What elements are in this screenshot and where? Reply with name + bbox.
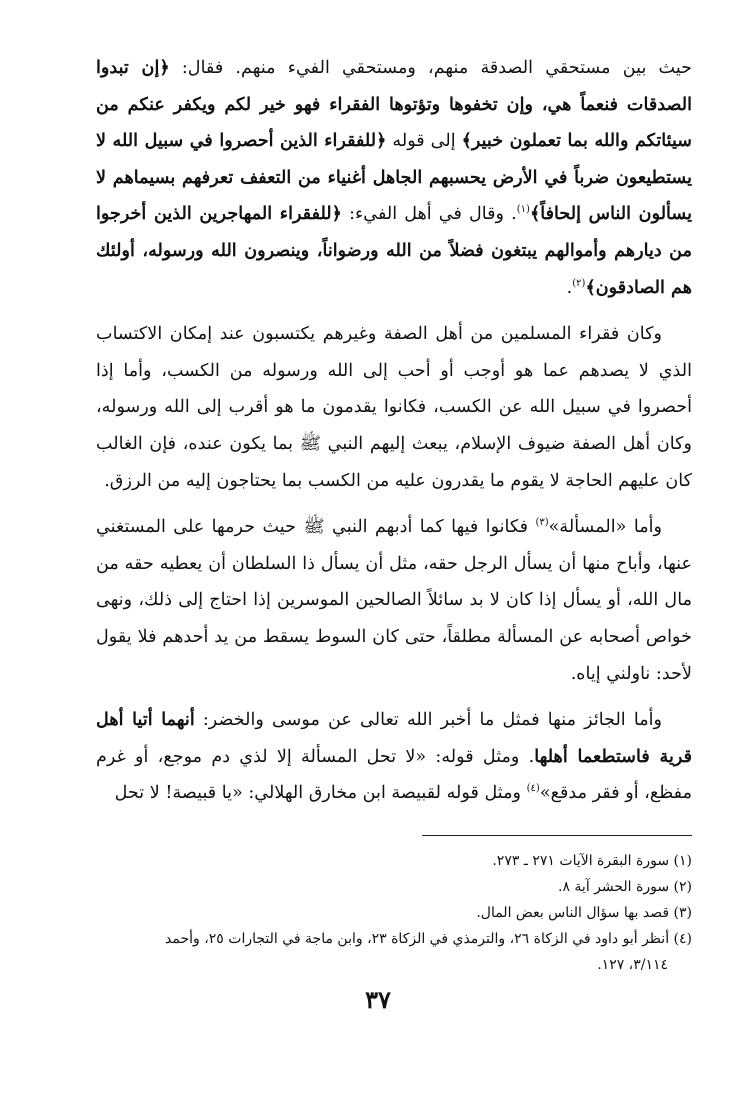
text-run: . وقال في أهل الفيء: xyxy=(341,204,517,225)
footnote xyxy=(90,874,692,900)
footnote xyxy=(90,848,692,874)
footnote-reference: (٤) xyxy=(526,783,540,795)
text-run: إلى قوله xyxy=(386,131,462,152)
footnote-text: (٢) سورة الحشر آية ٨. xyxy=(557,879,692,895)
paragraph xyxy=(96,316,692,499)
quoted-verse: ﴿إن تبدوا الصدقات فنعماً هي، وإن تخفوها وتؤتوها الفقراء فهو خير لكم ويكفر عنكم من سيئاتكم والله بما تعملون خبير﴾ xyxy=(96,57,692,152)
footnote-continuation: ٣/١١٤، ١٢٧. xyxy=(597,957,668,973)
footnotes xyxy=(90,848,692,978)
text-run: حيث بين مستحقي الصدقة منهم، ومستحقي الفيء منهم. فقال: xyxy=(169,58,693,78)
footnote-reference: (٢) xyxy=(572,277,586,289)
text-run: فكانوا فيها كما أدبهم النبي ﷺ حيث حرمها على المستغني عنها، وأباح منها أن يسأل الرجل حقه، مثل أن يسأل ذا السلطان أن يعطيه حقه من مال الله، أو يسأل إذا كان لا بد سائلاً الصالحين الموسرين إذا احتاج إلى ذلك، ونهى خواص أصحابه عن المسألة مطلقاً، حتى كان السوط يسقط من يد أحدهم فلا يقول لأحد: ناولني إياه. xyxy=(96,517,692,684)
paragraph xyxy=(96,509,692,692)
footnote-reference: (٣) xyxy=(535,517,549,529)
quoted-verse: ﴿للفقراء الذين أحصروا في سبيل الله لا يستطيعون ضرباً في الأرض يحسبهم الجاهل أغنياء من التعفف تعرفهم بسيماهم لا يسألون الناس إلحافاً﴾ xyxy=(96,130,693,225)
footnote-separator xyxy=(422,835,692,836)
text-run: . xyxy=(566,277,573,298)
paragraph xyxy=(96,702,692,812)
footnote xyxy=(90,900,692,926)
paragraph xyxy=(96,50,692,306)
quoted-verse: ﴿للفقراء المهاجرين الذين أخرجوا من ديارهم وأموالهم يبتغون فضلاً من الله ورضواناً، وينصرون الله ورسوله، أولئك هم الصادقون﴾ xyxy=(96,203,692,298)
text-run: ومثل قوله لقبيصة ابن مخارق الهلالي: «يا قبيصة! لا تحل xyxy=(114,783,527,804)
footnote-reference: (١) xyxy=(516,204,530,216)
text-run: وكان فقراء المسلمين من أهل الصفة وغيرهم يكتسبون عند إمكان الاكتساب الذي لا يصدهم عما هو أوجب أو أحب إلى الله ورسوله من الكسب، وأما إذا أحصروا في سبيل الله عن الكسب، فكانوا يقدمون ما هو أقرب إلى الله ورسوله، وكان أهل الصفة ضيوف الإسلام، يبعث إليهم النبي ﷺ بما يكون عنده، فإن الغالب كان عليهم الحاجة لا يقوم ما يقدرون عليه من الكسب بما يحتاجون إليه من الرزق. xyxy=(96,324,692,491)
footnote-text: (٣) قصد بها سؤال الناس بعض المال. xyxy=(476,905,692,921)
page-number: ٣٧ xyxy=(365,985,391,1014)
footnote xyxy=(90,926,692,978)
text-run: وأما الجائز منها فمثل ما أخبر الله تعالى عن موسى والخضر: xyxy=(194,710,663,731)
quoted-verse: أنهما أتيا أهل قرية فاستطعما أهلها xyxy=(96,709,692,767)
footnote-text: (٤) أنظر أبو داود في الزكاة ٢٦، والترمذي في الزكاة ٢٣، وابن ماجة في التجارات ٢٥، وأحمد xyxy=(165,931,692,947)
text-run: . ومثل قوله: «لا تحل المسألة إلا لذي دم موجع، أو غرم مفظع، أو فقر مدقع» xyxy=(96,746,692,804)
main-text xyxy=(96,50,692,812)
footnote-text: (١) سورة البقرة الآيات ٢٧١ ـ ٢٧٣. xyxy=(492,853,692,869)
text-run: وأما «المسألة» xyxy=(548,517,663,538)
